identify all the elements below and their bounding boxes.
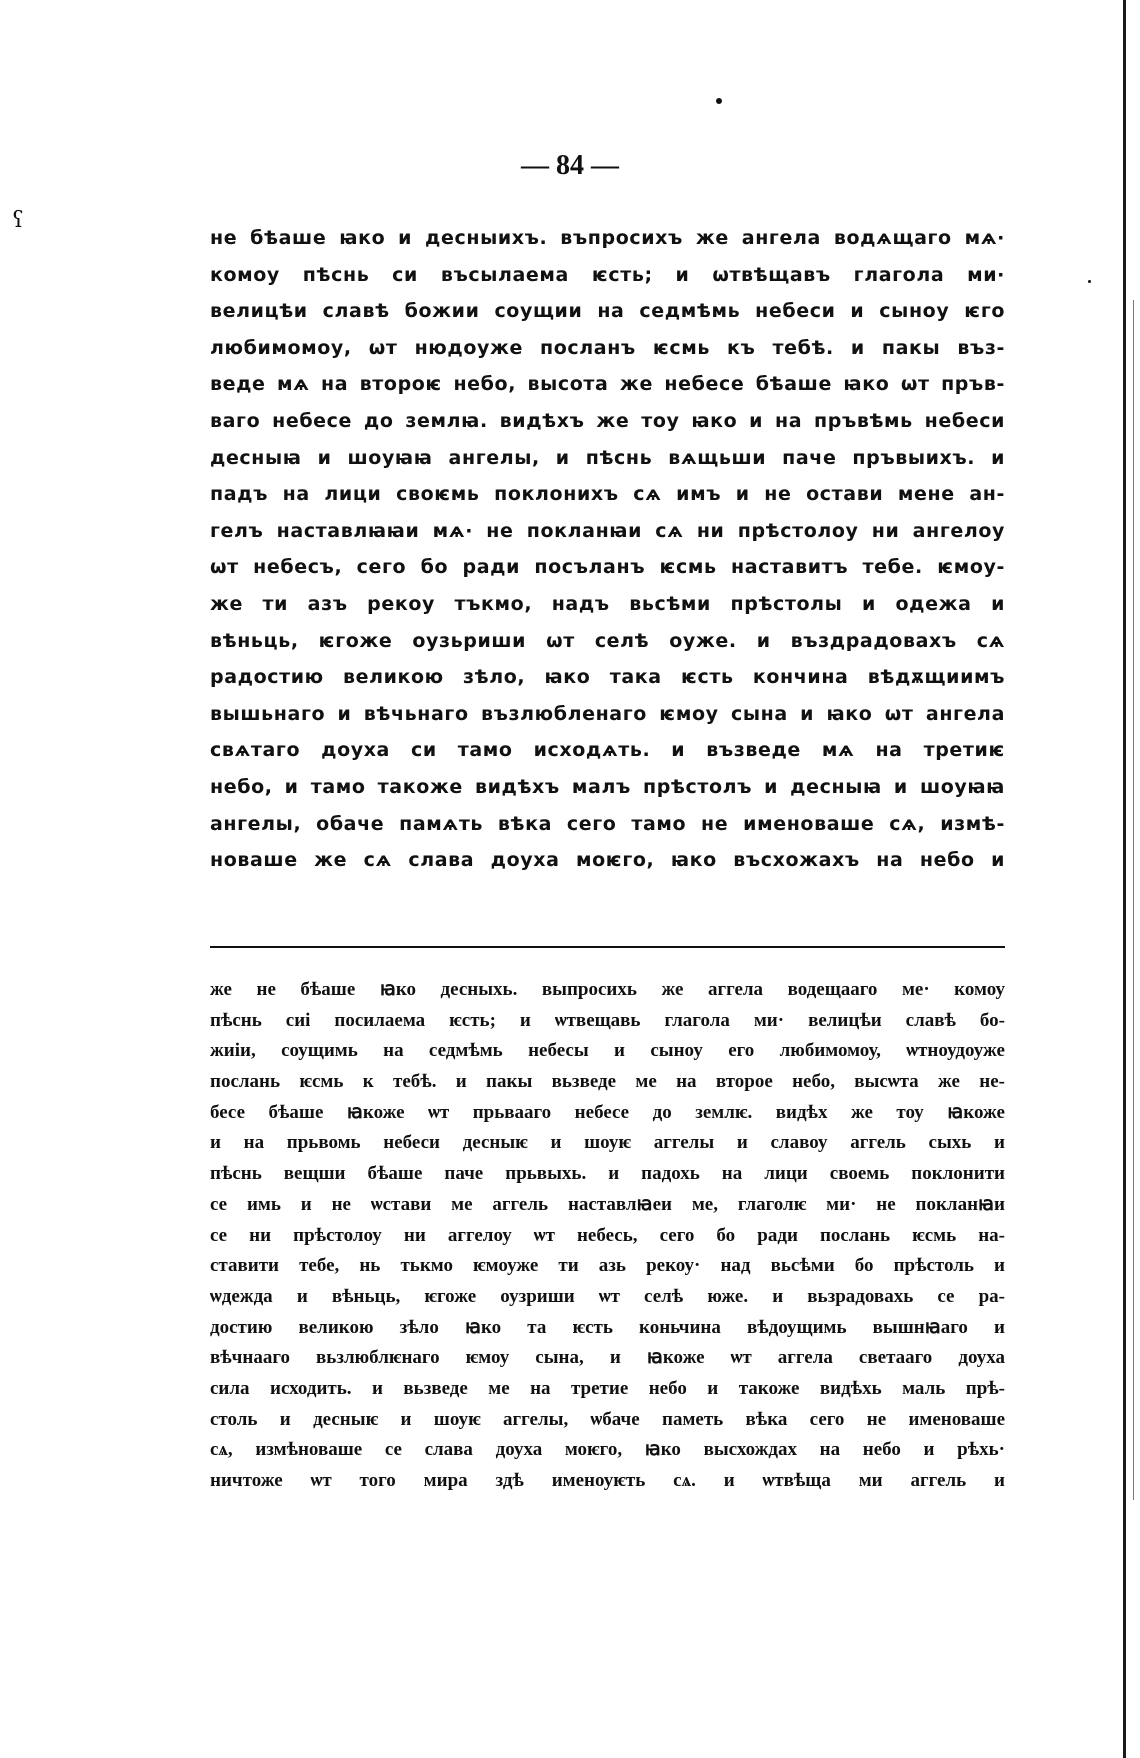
text-line: столь и десныѥ и шоуѥ аггелы, ѡбаче паметь вѣка сего не именоваше: [210, 1408, 1005, 1430]
text-line: бесе бѣаше ꙗкоже ѡт прьвааго небесе до землѥ. видѣх же тоу ꙗкоже: [210, 1101, 1005, 1123]
text-line: вышьнаго и вѣчьнаго възлюбленаго ѥмоу сына и ꙗко ѡт ангела: [210, 702, 1005, 725]
text-line: свѧтаго доуха си тамо исходѧть. и възведе мѧ на третиѥ: [210, 739, 1005, 762]
page-number: — 84 —: [521, 150, 619, 181]
margin-mark: ʕ: [12, 208, 24, 233]
text-line: се имь и не ѡстави ме аггель наставлꙗеи ме, глаголѥ ми· не покланꙗи: [210, 1193, 1005, 1215]
text-line: гелъ наставлꙗꙗи мѧ· не покланꙗи сѧ ни прѣстолоу ни ангелоу: [210, 519, 1005, 542]
text-line: сѧ, измѣноваше се слава доуха моѥго, ꙗко высхождах на небо и рѣхь·: [210, 1439, 1005, 1461]
scan-edge-line-faint: [1133, 300, 1134, 1500]
text-line: веде мѧ на второѥ небо, высота же небесе бѣаше ꙗко ѡт пръв-: [210, 373, 1005, 396]
scan-speck: [1088, 280, 1091, 283]
scan-speck: [716, 98, 722, 104]
text-line: ваго небесе до землꙗ. видѣхъ же тоу ꙗко и на пръвѣмь небеси: [210, 409, 1005, 432]
text-line: ставити тебе, нь тькмо ѥмоуже ти азь рекоу· над вьсѣми бо прѣстоль и: [210, 1255, 1005, 1277]
text-line: радостию великою зѣло, ꙗко така ѥсть кончина вѣдѫщиимъ: [210, 666, 1005, 689]
text-line: ѡт небесъ, сего бо ради посъланъ ѥсмь наставитъ тебе. ѥмоу-: [210, 556, 1005, 579]
text-line: вѣчнааго вьзлюблѥнаго ѥмоу сына, и ꙗкоже ѡт аггела светааго доуха: [210, 1347, 1005, 1369]
text-line: не бѣаше ꙗко и десныихъ. въпросихъ же ангела водѧщаго мѧ·: [210, 227, 1005, 249]
variant-text-block: [210, 975, 1005, 1497]
text-line: сила исходить. и вьзведе ме на третие небо и такоже видѣхь маль прѣ-: [210, 1377, 1005, 1399]
text-line: небо, и тамо такоже видѣхъ малъ прѣстолъ и десныꙗ и шоуꙗꙗ: [210, 775, 1005, 798]
text-line: новаше же сѧ слава доуха моѥго, ꙗко въсхожахъ на небо и: [210, 849, 1005, 872]
text-line: достию великою зѣло ꙗко та ѥсть коньчина вѣдоущимь вышнꙗаго и: [210, 1316, 1005, 1338]
text-line: велицѣи славѣ божии соущии на седмѣмь небеси и сыноу ѥго: [210, 300, 1005, 323]
text-line: комоу пѣснь си въсылаема ѥсть; и ѡтвѣщавъ глагола ми·: [210, 263, 1005, 286]
section-divider: [210, 946, 1005, 948]
church-slavonic-text-block: [210, 220, 1005, 879]
text-line: пѣснь вещши бѣаше паче прьвыхь. и падохь на лици своемь поклонити: [210, 1163, 1005, 1185]
text-line: ангелы, обаче памѧть вѣка сего тамо не именоваше сѧ, измѣ-: [210, 812, 1005, 835]
text-line: же ти азъ рекоу тъкмо, надъ вьсѣми прѣстолы и одежа и: [210, 592, 1005, 615]
text-line: ѡдежда и вѣньць, ѥгоже оузриши ѡт селѣ юже. и вьзрадовахь се ра-: [210, 1285, 1005, 1307]
text-line: падъ на лици своѥмь поклонихъ сѧ имъ и не остави мене ан-: [210, 483, 1005, 506]
text-line: десныꙗ и шоуꙗꙗ ангелы, и пѣснь вѧщьши паче пръвыихъ. и: [210, 446, 1005, 469]
text-line: же не бѣаше ꙗко десныхь. выпросихь же аггела водещааго ме· комоу: [210, 979, 1005, 1000]
text-line: и на прьвомь небеси десныѥ и шоуѥ аггелы и славоу аггель сыхь и: [210, 1132, 1005, 1154]
text-line: пѣснь сиі посилаема ѥсть; и ѡтвещавь глагола ми· велицѣи славѣ бо-: [210, 1009, 1005, 1031]
text-line: вѣньць, ѥгоже оузьриши ѡт селѣ оуже. и въздрадовахъ сѧ: [210, 629, 1005, 652]
text-line: любимомоу, ѡт нюдоуже посланъ ѥсмь къ тебѣ. и пакы въз-: [210, 336, 1005, 359]
text-line: жиіи, соущимь на седмѣмь небесы и сыноу его любимомоу, ѡтноудоуже: [210, 1040, 1005, 1062]
text-line: послань ѥсмь к тебѣ. и пакы вьзведе ме на второе небо, высѡта же не-: [210, 1071, 1005, 1093]
text-line: ничтоже ѡт того мира здѣ именоуѥть сѧ. и ѡтвѣща ми аггель и: [210, 1470, 1005, 1491]
scan-edge-line: [1123, 0, 1126, 1758]
text-line: се ни прѣстолоу ни аггелоу ѡт небесь, сего бо ради послань ѥсмь на-: [210, 1224, 1005, 1246]
